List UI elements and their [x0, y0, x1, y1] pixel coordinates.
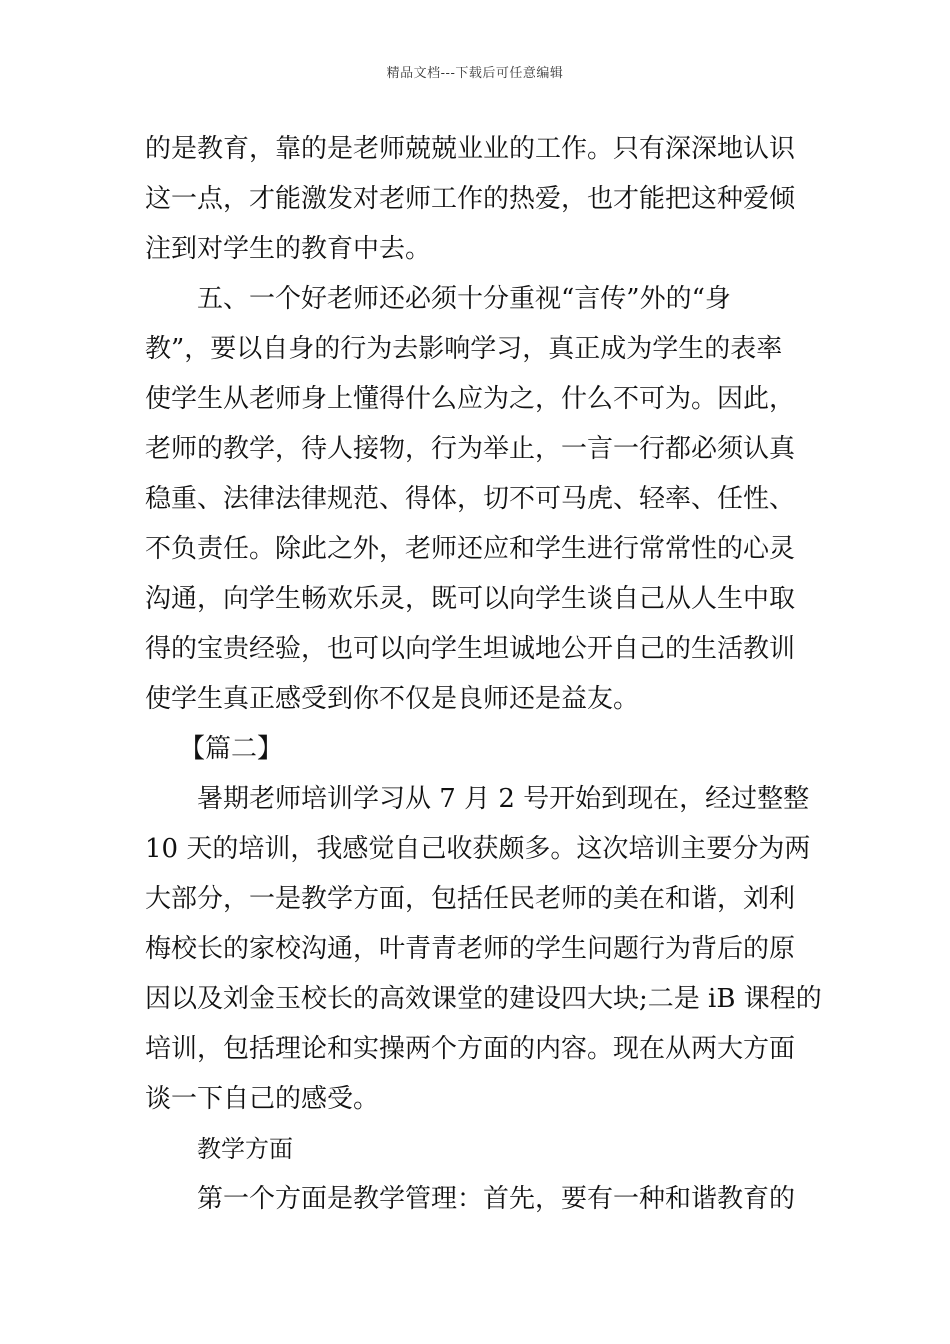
text-line: 稳重、法律法律规范、得体，切不可马虎、轻率、任性、: [145, 484, 796, 514]
document-body: [145, 124, 822, 1224]
text-line: 梅校长的家校沟通，叶青青老师的学生问题行为背后的原: [145, 934, 796, 964]
text-line: 10 天的培训，我感觉自己收获颇多。这次培训主要分为两: [145, 834, 811, 864]
text-line: 的是教育，靠的是老师兢兢业业的工作。只有深深地认识: [145, 134, 796, 164]
text-line: 得的宝贵经验，也可以向学生坦诚地公开自己的生活教训: [145, 634, 796, 664]
subsection-heading: 教学方面: [197, 1135, 293, 1163]
text-line: 不负责任。除此之外，老师还应和学生进行常常性的心灵: [145, 534, 796, 564]
text-line: 培训，包括理论和实操两个方面的内容。现在从两大方面: [145, 1034, 796, 1064]
section-heading: 【篇二】: [179, 734, 284, 764]
text-line: 沟通，向学生畅欢乐灵，既可以向学生谈自己从人生中取: [145, 584, 796, 614]
text-line: 谈一下自己的感受。: [145, 1084, 380, 1114]
text-line: 大部分，一是教学方面，包括任民老师的美在和谐，刘利: [145, 884, 796, 914]
text-line: 使学生从老师身上懂得什么应为之，什么不可为。因此，: [145, 384, 796, 414]
text-line: 教”，要以自身的行为去影响学习，真正成为学生的表率: [145, 334, 783, 364]
text-line: 因以及刘金玉校长的高效课堂的建设四大块;二是 iB 课程的: [145, 984, 822, 1014]
text-line: 注到对学生的教育中去。: [145, 234, 432, 264]
text-line: 老师的教学，待人接物，行为举止，一言一行都必须认真: [145, 434, 796, 464]
paragraph-start-line: 五、一个好老师还必须十分重视“言传”外的“身: [197, 284, 731, 314]
text-line: 这一点，才能激发对老师工作的热爱，也才能把这种爱倾: [145, 184, 796, 214]
text-line: 使学生真正感受到你不仅是良师还是益友。: [145, 684, 640, 714]
paragraph-start-line: 第一个方面是教学管理：首先，要有一种和谐教育的: [197, 1184, 796, 1214]
page-header: 精品文档---下载后可任意编辑: [386, 66, 564, 81]
paragraph-start-line: 暑期老师培训学习从 7 月 2 号开始到现在，经过整整: [197, 784, 810, 814]
